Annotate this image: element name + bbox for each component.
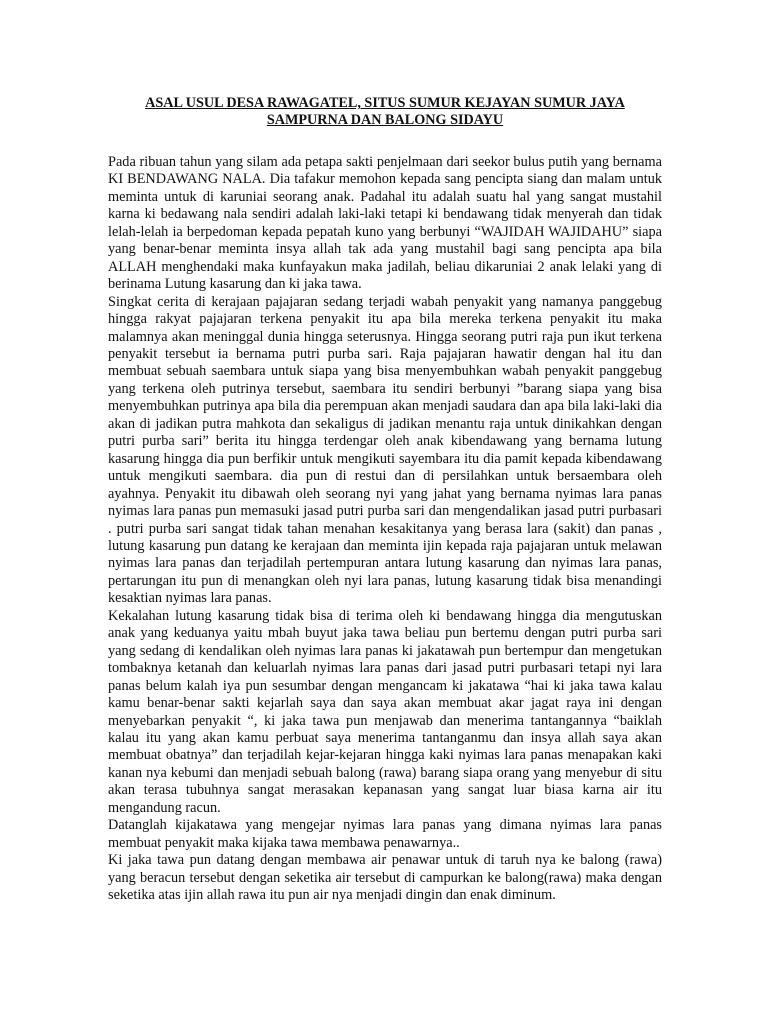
paragraph-antidote: Ki jaka tawa pun datang dengan membawa air penawar untuk di taruh nya ke balong (rawa) yang beracun tersebut dengan seketika air tersebut di campurkan ke balong(rawa) maka dengan seketika atas ijin allah rawa itu pun air nya menjadi dingin dan enak diminum.	[108, 852, 662, 904]
title-line-1: ASAL USUL DESA RAWAGATEL, SITUS SUMUR KEJAYAN SUMUR JAYA	[145, 95, 625, 111]
paragraph-jaka-tawa: Kekalahan lutung kasarung tidak bisa di terima oleh ki bendawang hingga dia mengutuskan anak yang keduanya yaitu mbah buyut jaka tawa beliau pun bertemu dengan putri purba sari yang sedang di kendalikan oleh nyimas lara panas ki jakatawah pun bertempur dan mengetukan tombaknya ketanah dan keluarlah nyimas lara panas dari jasad putri purbasari tetapi nyi lara panas belum kalah iya pun sesumbar dengan mengancam ki jakatawa “hai ki jaka tawa kalau kamu benar-benar sakti kejarlah saya dan saya akan membuat akar jagat raya ini dengan menyebarkan penyakit “, ki jaka tawa pun menjawab dan menerima tantangannya “baiklah kalau itu yang akan kamu perbuat saya menerima tantanganmu dan insya allah saya akan membuat obatnya” dan terjadilah kejar-kejaran hingga kaki nyimas lara panas menapakan kaki kanan nya kebumi dan menjadi sebuah balong (rawa) barang siapa orang yang menyebur di situ akan terasa tubuhnya sangat merasakan kepanasan yang sangat luar biasa karna air itu mengandung racun.	[108, 607, 662, 816]
paragraph-origin: Pada ribuan tahun yang silam ada petapa sakti penjelmaan dari seekor bulus putih yang bernama KI BENDAWANG NALA. Dia tafakur memohon kepada sang pencipta siang dan malam untuk meminta untuk di karuniai seorang anak. Padahal itu adalah suatu hal yang sangat mustahil karna ki bedawang nala sendiri adalah laki-laki tetapi ki bendawang tidak menyerah dan tidak lelah-lelah ia berpedoman kepada pepatah kuno yang berbunyi “WAJIDAH WAJIDAHU” siapa yang benar-benar meminta insya allah tak ada yang mustahil bagi sang pencipta apa bila ALLAH menghendaki maka kunfayakun maka jadilah, beliau dikaruniai 2 anak lelaki yang di berinama Lutung kasarung dan ki jaka tawa.	[108, 154, 662, 293]
title-line-2: SAMPURNA DAN BALONG SIDAYU	[266, 112, 504, 128]
paragraph-pursuit: Datanglah kijakatawa yang mengejar nyimas lara panas yang dimana nyimas lara panas membuat penyakit maka kijaka tawa membawa penawarnya..	[108, 817, 662, 851]
document-title	[108, 95, 662, 129]
paragraph-plague: Singkat cerita di kerajaan pajajaran sedang terjadi wabah penyakit yang namanya panggebug hingga rakyat pajajaran terkena penyakit itu apa bila mereka terkena penyakit itu maka malamnya akan meninggal dunia hingga seterusnya. Hingga seorang putri raja pun ikut terkena penyakit tersebut ia bernama putri purba sari. Raja pajajaran hawatir dengan hal itu dan membuat sebuah saembara untuk siapa yang bisa menyembuhkan wabah penyakit panggebug yang terkena oleh putrinya tersebut, saembara itu sendiri berbunyi ”barang siapa yang bisa menyembuhkan putrinya apa bila dia perempuan akan menjadi saudara dan apa bila laki-laki dia akan di jadikan putra mahkota dan sekaligus di jadikan menantu raja untuk dinikahkan dengan putri purba sari” berita itu hingga terdengar oleh anak kibendawang yang bernama lutung kasarung hingga dia pun berfikir untuk mengikuti sayembara itu dia pamit kepada kibendawang untuk mengikuti saembara. dia pun di restui dan di persilahkan untuk bersaembara oleh ayahnya. Penyakit itu dibawah oleh seorang nyi yang jahat yang bernama nyimas lara panas nyimas lara panas pun memasuki jasad putri purba sari dan mengendalikan jasad putri purbasari . putri purba sari sangat tidak tahan menahan kesakitanya yang berasa lara (sakit) dan panas , lutung kasarung pun datang ke kerajaan dan meminta ijin kepada raja pajajaran untuk melawan nyimas lara panas dan terjadilah pertempuran antara lutung kasarung dan nyimas lara panas, pertarungan itu pun di menangkan oleh nyi lara panas, lutung kasarung tidak bisa menandingi kesaktian nyimas lara panas.	[108, 293, 662, 607]
document-body	[108, 154, 662, 904]
document-page	[108, 95, 662, 904]
